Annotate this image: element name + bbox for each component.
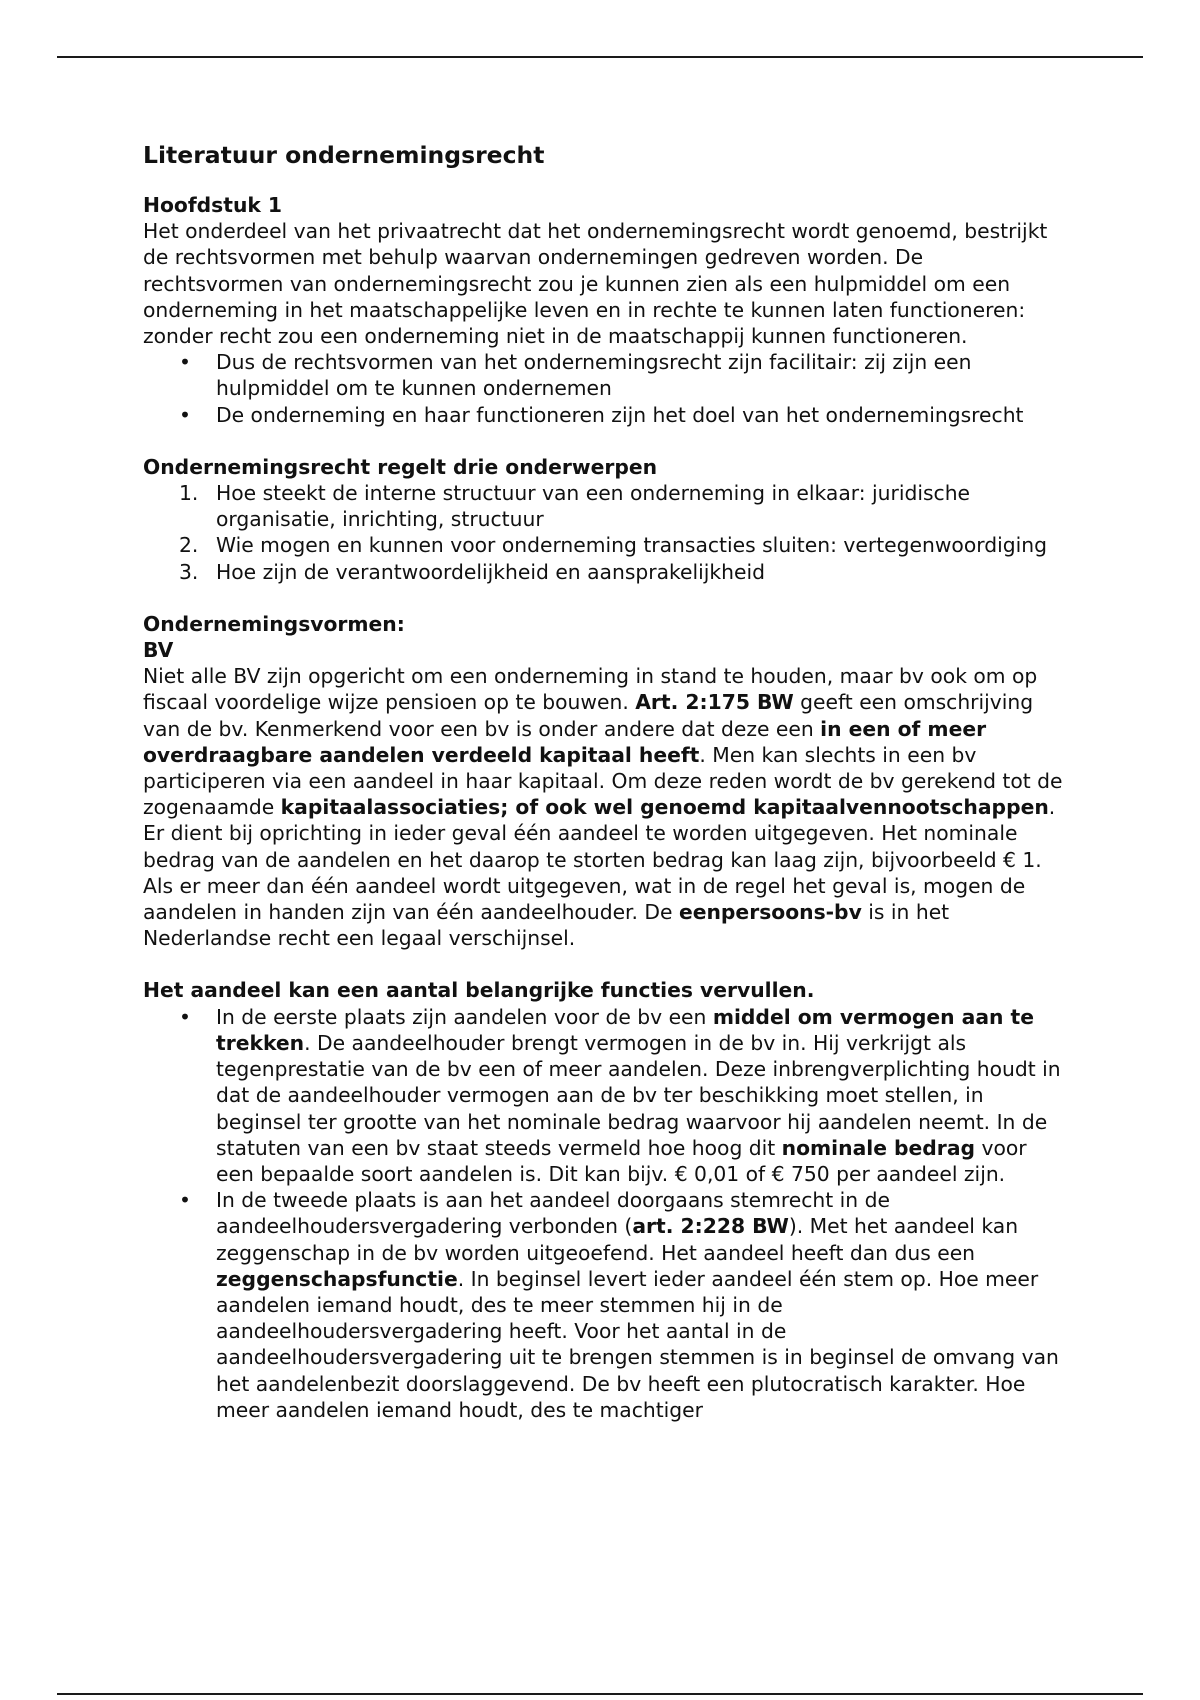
- top-rule: [57, 56, 1143, 58]
- list-item: [179, 532, 1063, 558]
- list-item: • Dus de rechtsvormen van het ondernemingsrecht zijn facilitair: zij zijn een hulpmiddel om te kunnen ondernemen: [216, 349, 1063, 401]
- list-number: 1.: [179, 481, 199, 506]
- list-item: [216, 1187, 1063, 1423]
- list-item: [179, 559, 1063, 585]
- bold-text-run: kapitaalassociaties; of ook wel genoemd kapitaalvennootschappen: [280, 795, 1049, 820]
- text-run: . In beginsel levert ieder aandeel één stem op. Hoe meer aandelen iemand houdt, des te meer stemmen hij in de aandeelhoudersvergadering heeft. Voor het aantal in de aandeelhoudersvergadering uit te brengen stemmen is in beginsel de omvang van het aandelenbezit doorslaggevend. De bv heeft een plutocratisch karakter. Hoe meer aandelen iemand houdt, des te machtiger: [216, 1266, 1059, 1422]
- bold-text-run: in een of meer overdraagbare aandelen verdeeld kapitaal heeft: [143, 716, 987, 767]
- list-item-text: Hoe steekt de interne structuur van een onderneming in elkaar: juridische organisatie, inrichting, structuur: [216, 481, 971, 532]
- bold-text-run: Art. 2:175 BW: [635, 690, 794, 715]
- bold-text-run: zeggenschapsfunctie: [216, 1266, 458, 1291]
- text-run: In de tweede plaats is aan het aandeel doorgaans stemrecht in de aandeelhoudersvergadering verbonden (: [216, 1188, 890, 1239]
- bv-subheading: BV: [143, 638, 174, 663]
- bold-text-run: nominale bedrag: [781, 1135, 976, 1160]
- bold-text-run: eenpersoons-bv: [678, 900, 862, 925]
- text-run: In de eerste plaats zijn aandelen voor de bv een: [216, 1004, 713, 1029]
- text-run: geeft een omschrijving van de bv. Kenmerkend voor een bv is onder andere dat deze een: [143, 690, 1034, 741]
- text-run: voor een bepaalde soort aandelen is. Dit kan bijv. € 0,01 of € 750 per aandeel zijn.: [216, 1135, 1027, 1186]
- text-run: ). Met het aandeel kan zeggenschap in de bv worden uitgeoefend. Het aandeel heeft dan dus een: [216, 1214, 1019, 1265]
- functions-bullet-list: [143, 1004, 1063, 1423]
- text-run: . Men kan slechts in een bv participeren via een aandeel in haar kapitaal. Om deze reden wordt de bv gerekend tot de zogenaamde: [143, 742, 1063, 820]
- subjects-numbered-list: [143, 480, 1063, 585]
- list-item: [179, 480, 1063, 532]
- list-number: 2.: [179, 533, 199, 558]
- list-item: [216, 1004, 1063, 1187]
- intro-bullet-list: [143, 349, 1063, 428]
- subjects-heading: Ondernemingsrecht regelt drie onderwerpen: [143, 454, 658, 479]
- text-run: Niet alle BV zijn opgericht om een onderneming in stand te houden, maar bv ook om op fiscaal voordelige wijze pensioen op te bouwen.: [143, 664, 1038, 715]
- list-item: • De onderneming en haar functioneren zijn het doel van het ondernemingsrecht: [216, 402, 1063, 428]
- chapter-heading: Hoofdstuk 1: [143, 193, 283, 217]
- functions-heading: Het aandeel kan een aantal belangrijke functies vervullen.: [143, 978, 815, 1003]
- text-run: is in het Nederlandse recht een legaal verschijnsel.: [143, 900, 950, 951]
- bold-text-run: middel om vermogen aan te trekken: [216, 1004, 1034, 1055]
- list-item-text: Wie mogen en kunnen voor onderneming transacties sluiten: vertegenwoordiging: [216, 533, 1047, 558]
- list-item-text: Hoe zijn de verantwoordelijkheid en aansprakelijkheid: [216, 559, 766, 584]
- forms-heading: Ondernemingsvormen:: [143, 611, 405, 636]
- text-run: . De aandeelhouder brengt vermogen in de bv in. Hij verkrijgt als tegenprestatie van de bv een of meer aandelen. Deze inbrengverplichting houdt in dat de aandeelhouder vermogen aan de bv ter beschikking moet stellen, in beginsel ter grootte van het nominale bedrag waarvoor hij aandelen neemt. In de statuten van een bv staat steeds vermeld hoe hoog dit: [216, 1030, 1061, 1160]
- bold-text-run: art. 2:228 BW: [632, 1214, 789, 1239]
- bottom-rule: [57, 1693, 1143, 1695]
- text-run: . Er dient bij oprichting in ieder geval één aandeel te worden uitgegeven. Het nominale bedrag van de aandelen en het daarop te storten bedrag kan laag zijn, bijvoorbeeld € 1. Als er meer dan één aandeel wordt uitgegeven, wat in de regel het geval is, mogen de aandelen in handen zijn van één aandeelhouder. De: [143, 795, 1056, 925]
- chapter-intro-paragraph: Het onderdeel van het privaatrecht dat het ondernemingsrecht wordt genoemd, bestrijkt de rechtsvormen met behulp waarvan ondernemingen gedreven worden. De rechtsvormen van ondernemingsrecht zou je kunnen zien als een hulpmiddel om een onderneming in het maatschappelijke leven en in rechte te kunnen laten functioneren: zonder recht zou een onderneming niet in de maatschappij kunnen functioneren.: [143, 219, 1048, 349]
- document-body: [143, 140, 1063, 1423]
- bv-paragraph: [143, 663, 1063, 951]
- document-title: Literatuur ondernemingsrecht: [143, 141, 545, 169]
- list-number: 3.: [179, 559, 199, 584]
